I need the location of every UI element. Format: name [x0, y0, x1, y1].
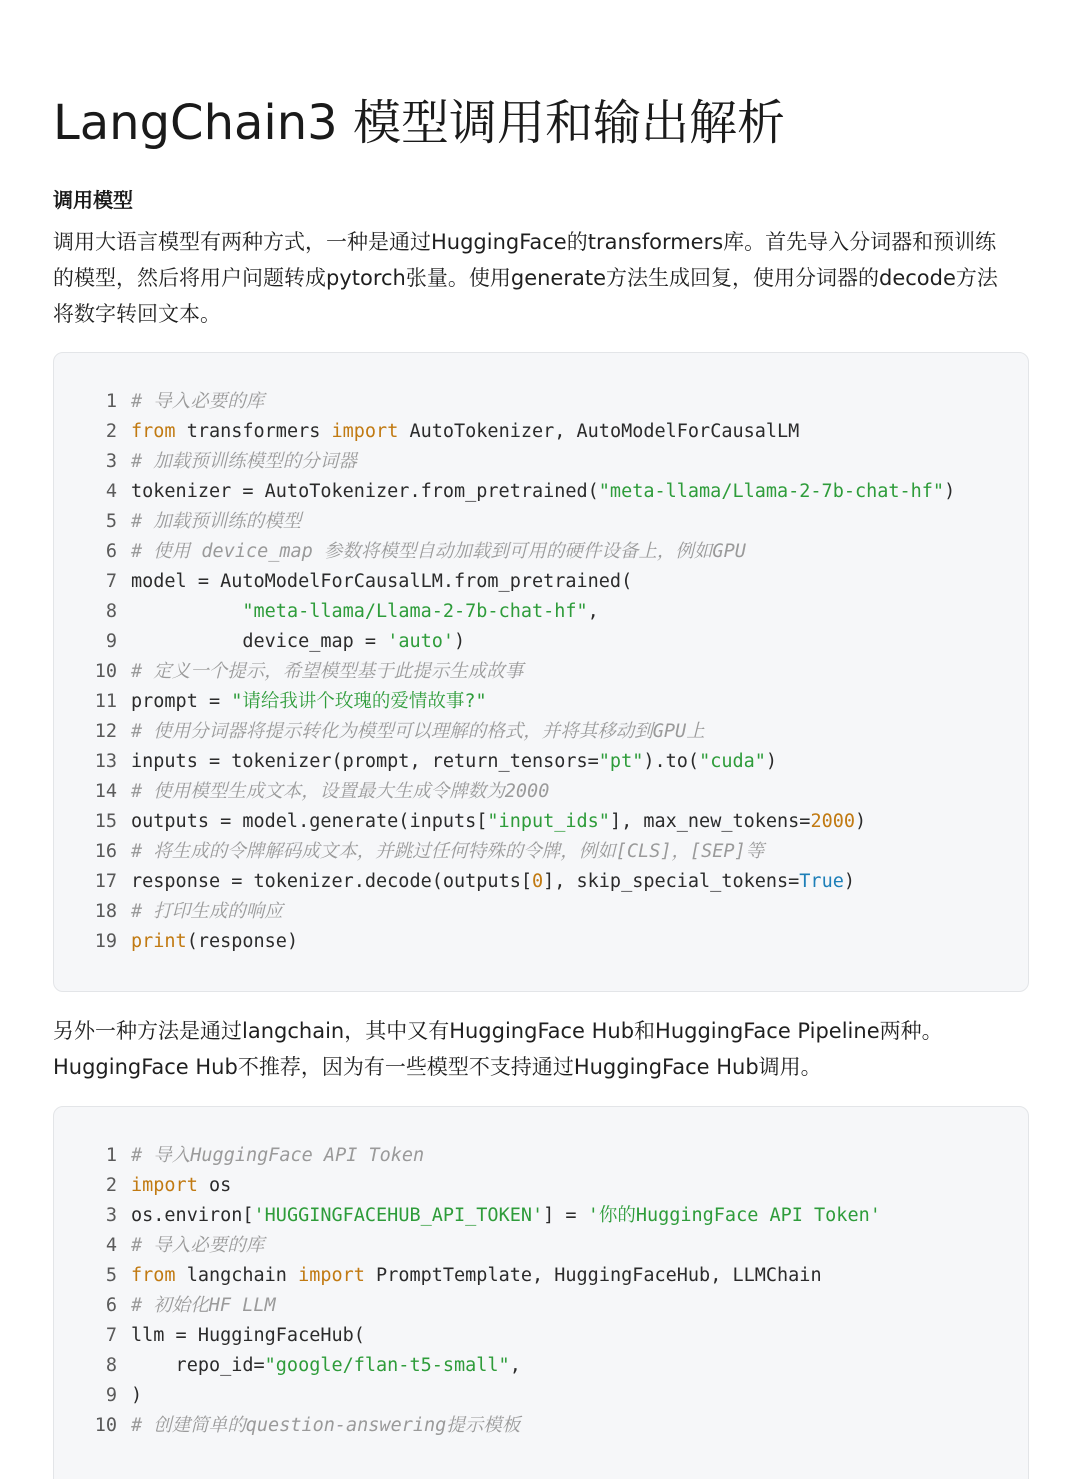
line-number: 7	[105, 571, 117, 592]
code-token: # 使用分词器将提示转化为模型可以理解的格式，并将其移动到GPU上	[131, 721, 705, 742]
code-token: 'HUGGINGFACEHUB_API_TOKEN'	[253, 1205, 544, 1226]
paragraph-line: 另外一种方法是通过langchain，其中又有HuggingFace Hub和HuggingFace Pipeline两种。	[53, 1019, 943, 1043]
code-token: import	[131, 1175, 198, 1196]
code-token: import	[331, 421, 399, 442]
code-line	[54, 867, 1028, 897]
code-line	[54, 837, 1028, 867]
line-number: 14	[94, 781, 117, 802]
line-number: 9	[105, 1385, 117, 1406]
code-line	[54, 1171, 1028, 1201]
code-line	[54, 927, 1028, 957]
line-number: 10	[94, 661, 117, 682]
line-number: 4	[105, 481, 117, 502]
code-token: # 打印生成的响应	[131, 901, 283, 922]
code-token: ,	[587, 601, 599, 622]
line-number: 19	[94, 931, 117, 952]
code-token: repo_id=	[131, 1355, 265, 1376]
langchain-paragraph	[53, 1013, 943, 1085]
code-token: # 加载预训练的模型	[131, 511, 302, 532]
code-line	[54, 807, 1028, 837]
page-title: LangChain3 模型调用和输出解析	[53, 95, 785, 151]
code-token: )	[855, 811, 867, 832]
code-lines	[54, 1141, 1028, 1441]
code-line	[54, 597, 1028, 627]
code-token: tokenizer = AutoTokenizer.from_pretrained(	[131, 481, 599, 502]
code-token: )	[843, 871, 855, 892]
line-number: 8	[105, 601, 117, 622]
line-number: 8	[105, 1355, 117, 1376]
code-token: "cuda"	[699, 751, 766, 772]
line-number: 3	[105, 451, 117, 472]
code-line	[54, 1201, 1028, 1231]
code-token: )	[131, 1385, 143, 1406]
paragraph-line: HuggingFace Hub不推荐，因为有一些模型不支持通过HuggingFace Hub调用。	[53, 1055, 822, 1079]
line-number: 13	[94, 751, 117, 772]
code-line	[54, 567, 1028, 597]
code-token: llm = HuggingFaceHub(	[131, 1325, 365, 1346]
code-token: )	[454, 631, 466, 652]
code-token: # 初始化HF LLM	[131, 1295, 276, 1316]
line-number: 4	[105, 1235, 117, 1256]
line-number: 1	[105, 391, 117, 412]
code-line	[54, 627, 1028, 657]
code-token: # 使用模型生成文本，设置最大生成令牌数为2000	[131, 781, 550, 802]
code-line	[54, 1261, 1028, 1291]
code-token: response = tokenizer.decode(outputs[	[131, 871, 532, 892]
line-number: 5	[105, 511, 117, 532]
code-token: # 导入HuggingFace API Token	[131, 1145, 425, 1166]
line-number: 2	[105, 421, 117, 442]
line-number: 18	[94, 901, 117, 922]
line-number: 3	[105, 1205, 117, 1226]
code-token: "pt"	[598, 751, 644, 772]
code-token: prompt =	[131, 691, 232, 712]
code-token: device_map =	[131, 631, 388, 652]
line-number: 11	[94, 691, 117, 712]
code-token: from	[131, 421, 176, 442]
code-token: ], max_new_tokens=	[609, 811, 811, 832]
code-token: transformers	[175, 421, 332, 442]
code-token: "meta-llama/Llama-2-7b-chat-hf"	[598, 481, 945, 502]
code-line	[54, 657, 1028, 687]
code-line	[54, 1351, 1028, 1381]
code-line	[54, 1411, 1028, 1441]
code-token: ,	[509, 1355, 521, 1376]
code-token: # 将生成的令牌解码成文本，并跳过任何特殊的令牌，例如[CLS]，[SEP]等	[131, 841, 765, 862]
code-token: import	[298, 1265, 365, 1286]
paragraph-line: 调用大语言模型有两种方式，一种是通过HuggingFace的transformers库。首先导入分词器和预训练	[53, 230, 997, 254]
code-token: (response)	[186, 931, 299, 952]
line-number: 15	[94, 811, 117, 832]
code-token: model = AutoModelForCausalLM.from_pretrained(	[131, 571, 633, 592]
line-number: 2	[105, 1175, 117, 1196]
code-token: "input_ids"	[487, 811, 610, 832]
code-line	[54, 447, 1028, 477]
line-number: 5	[105, 1265, 117, 1286]
line-number: 12	[94, 721, 117, 742]
code-token: "google/flan-t5-small"	[264, 1355, 510, 1376]
code-token: outputs = model.generate(inputs[	[131, 811, 488, 832]
code-token: # 导入必要的库	[131, 391, 265, 412]
code-token: ], skip_special_tokens=	[543, 871, 800, 892]
code-token: print	[131, 931, 187, 952]
intro-paragraph	[53, 224, 998, 332]
code-token: AutoTokenizer, AutoModelForCausalLM	[398, 421, 800, 442]
code-token: ] =	[543, 1205, 588, 1226]
code-token: True	[799, 871, 844, 892]
paragraph-line: 将数字转回文本。	[53, 302, 221, 326]
code-token: 2000	[810, 811, 855, 832]
code-token: 'auto'	[387, 631, 455, 652]
code-line	[54, 1291, 1028, 1321]
code-token: )	[944, 481, 956, 502]
code-line	[54, 777, 1028, 807]
code-line	[54, 1231, 1028, 1261]
line-number: 17	[94, 871, 117, 892]
line-number: 6	[105, 1295, 117, 1316]
code-token: os.environ[	[131, 1205, 254, 1226]
code-token: )	[765, 751, 778, 772]
line-number: 6	[105, 541, 117, 562]
code-token: "meta-llama/Llama-2-7b-chat-hf"	[242, 601, 588, 622]
code-token: ).to(	[643, 751, 700, 772]
code-block-langchain	[53, 1106, 1029, 1479]
code-line	[54, 687, 1028, 717]
code-token: '你的HuggingFace API Token'	[587, 1205, 881, 1226]
code-token: # 创建简单的question-answering提示模板	[131, 1415, 521, 1436]
code-token	[131, 601, 242, 622]
code-token: # 定义一个提示，希望模型基于此提示生成故事	[131, 661, 524, 682]
section-heading: 调用模型	[53, 188, 133, 212]
code-token: PromptTemplate, HuggingFaceHub, LLMChain	[364, 1265, 822, 1286]
code-line	[54, 387, 1028, 417]
code-line	[54, 507, 1028, 537]
code-lines	[54, 387, 1028, 957]
code-line	[54, 897, 1028, 927]
code-token: # 使用 device_map 参数将模型自动加载到可用的硬件设备上，例如GPU	[131, 541, 746, 562]
line-number: 9	[105, 631, 117, 652]
code-token: inputs = tokenizer(prompt, return_tensors=	[131, 751, 599, 772]
line-number: 16	[94, 841, 117, 862]
code-line	[54, 1141, 1028, 1171]
code-token: "请给我讲个玫瑰的爱情故事?"	[231, 691, 487, 712]
code-token: # 加载预训练模型的分词器	[131, 451, 357, 472]
code-line	[54, 717, 1028, 747]
code-line	[54, 1381, 1028, 1411]
code-line	[54, 477, 1028, 507]
code-line	[54, 747, 1028, 777]
code-block-transformers	[53, 352, 1029, 992]
code-token: os	[197, 1175, 232, 1196]
code-line	[54, 537, 1028, 567]
code-line	[54, 417, 1028, 447]
paragraph-line: 的模型，然后将用户问题转成pytorch张量。使用generate方法生成回复，使用分词器的decode方法	[53, 266, 998, 290]
line-number: 7	[105, 1325, 117, 1346]
code-token: 0	[531, 871, 544, 892]
code-token: from	[131, 1265, 176, 1286]
code-line	[54, 1321, 1028, 1351]
code-token: # 导入必要的库	[131, 1235, 265, 1256]
code-token: langchain	[175, 1265, 299, 1286]
line-number: 1	[105, 1145, 117, 1166]
line-number: 10	[94, 1415, 117, 1436]
